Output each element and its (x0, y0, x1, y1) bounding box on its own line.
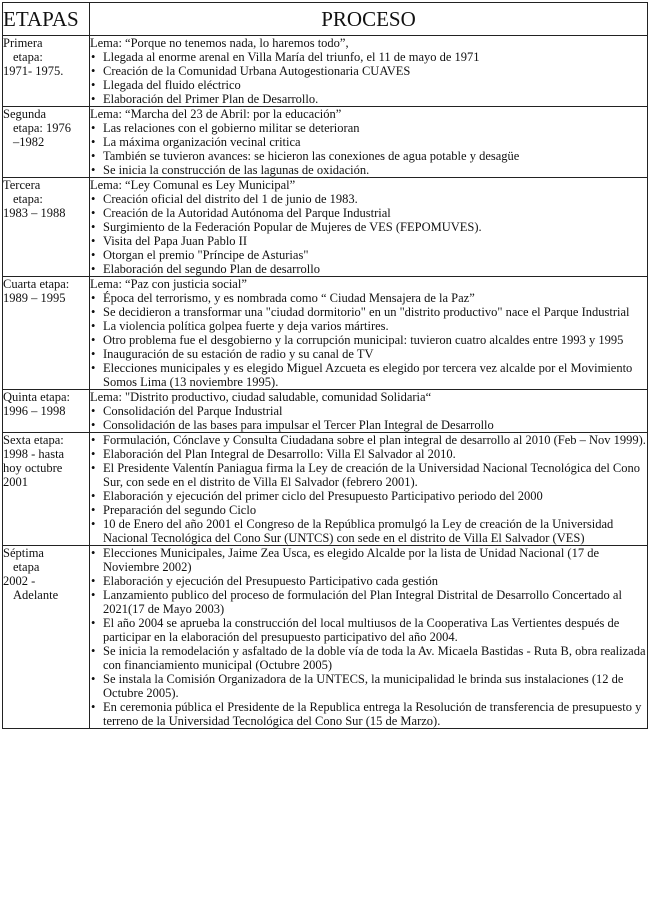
list-item: • También se tuvieron avances: se hicieron las conexiones de agua potable y desagüe (90, 149, 647, 163)
process-cell (90, 390, 648, 433)
stage-cell (3, 36, 90, 107)
list-item: • Elaboración del Plan Integral de Desarrollo: Villa El Salvador al 2010. (90, 447, 647, 461)
stage-label-line: –1982 (13, 135, 45, 149)
list-item: • Formulación, Cónclave y Consulta Ciudadana sobre el plan integral de desarrollo al 2010 (Feb – Nov 1999). (90, 433, 647, 447)
table-row (3, 390, 648, 433)
stage-label-line: Quinta etapa: (3, 390, 70, 404)
list-item: • 10 de Enero del año 2001 el Congreso de la República promulgó la Ley de creación de la Universidad Nacional Tecnológica del Cono Sur (UNTCS) con sede en el distrito de Villa El Salvador (VES) (90, 517, 647, 545)
list-item: • La máxima organización vecinal critica (90, 135, 647, 149)
list-item: • Consolidación del Parque Industrial (90, 404, 647, 418)
list-item: • Creación de la Autoridad Autónoma del Parque Industrial (90, 206, 647, 220)
lema-text: Lema: “Marcha del 23 de Abril: por la educación” (90, 107, 342, 121)
stage-label-line: etapa (13, 560, 40, 574)
stage-cell (3, 107, 90, 178)
stage-label-line: etapa: 1976 (13, 121, 71, 135)
list-item: • El Presidente Valentín Paniagua firma la Ley de creación de la Universidad Nacional Tecnológica del Cono Sur, con sede en el distrito de Villa El Salvador (febrero 2001). (90, 461, 647, 489)
list-item: • Elaboración y ejecución del Presupuesto Participativo cada gestión (90, 574, 647, 588)
list-item: • Elecciones Municipales, Jaime Zea Usca, es elegido Alcalde por la lista de Unidad Nacional (17 de Noviembre 2002) (90, 546, 647, 574)
stage-cell (3, 390, 90, 433)
stage-label-line: 1998 - hasta (3, 447, 65, 461)
list-item: • Se instala la Comisión Organizadora de la UNTECS, la municipalidad le brinda sus instalaciones (12 de Octubre 2005). (90, 672, 647, 700)
list-item: • Surgimiento de la Federación Popular de Mujeres de VES (FEPOMUVES). (90, 220, 647, 234)
stage-label-line: hoy octubre (3, 461, 63, 475)
list-item: • Consolidación de las bases para impulsar el Tercer Plan Integral de Desarrollo (90, 418, 647, 432)
table-row (3, 277, 648, 390)
list-item: • Otorgan el premio "Príncipe de Asturias" (90, 248, 647, 262)
process-cell (90, 107, 648, 178)
lema-text: Lema: “Ley Comunal es Ley Municipal” (90, 178, 296, 192)
stage-cell (3, 433, 90, 546)
process-cell (90, 546, 648, 729)
list-item: • El año 2004 se aprueba la construcción del local multiusos de la Cooperativa Las Vertientes después de participar en la elaboración del presupuesto participativo del año 2004. (90, 616, 647, 644)
stage-label-line: etapa: (13, 50, 43, 64)
stage-label-line: Primera (3, 36, 43, 50)
stage-label-line: etapa: (13, 192, 43, 206)
table-row (3, 433, 648, 546)
stages-table (2, 2, 648, 729)
stage-cell (3, 277, 90, 390)
process-list (90, 546, 647, 728)
list-item: • Las relaciones con el gobierno militar se deterioran (90, 121, 647, 135)
stage-label-line: 2002 - (3, 574, 36, 588)
lema-text: Lema: “Porque no tenemos nada, lo haremos todo”, (90, 36, 349, 50)
stage-label-line: 1983 – 1988 (3, 206, 66, 220)
process-list (90, 121, 647, 177)
list-item: • Otro problema fue el desgobierno y la corrupción municipal: tuvieron cuatro alcaldes entre 1993 y 1995 (90, 333, 647, 347)
list-item: • Creación oficial del distrito del 1 de junio de 1983. (90, 192, 647, 206)
list-item: • Se inicia la remodelación y asfaltado de la doble vía de toda la Av. Micaela Bastidas - Ruta B, obra realizada con financiamiento municipal (Octubre 2005) (90, 644, 647, 672)
list-item: • Creación de la Comunidad Urbana Autogestionaria CUAVES (90, 64, 647, 78)
process-list (90, 433, 647, 545)
list-item: • Época del terrorismo, y es nombrada como “ Ciudad Mensajera de la Paz” (90, 291, 647, 305)
table-header-row (3, 3, 648, 36)
list-item: • La violencia política golpea fuerte y deja varios mártires. (90, 319, 647, 333)
process-list (90, 50, 647, 106)
stage-label-line: Séptima (3, 546, 44, 560)
process-list (90, 291, 647, 389)
list-item: • Lanzamiento publico del proceso de formulación del Plan Integral Distrital de Desarrollo Concertado al 2021(17 de Mayo 2003) (90, 588, 647, 616)
list-item: • Elaboración del Primer Plan de Desarrollo. (90, 92, 647, 106)
stage-label-line: 1989 – 1995 (3, 291, 66, 305)
list-item: • Preparación del segundo Ciclo (90, 503, 647, 517)
header-etapas: ETAPAS (3, 3, 90, 36)
stage-label-line: Cuarta etapa: (3, 277, 70, 291)
table-body (3, 36, 648, 729)
stage-label-line: Tercera (3, 178, 41, 192)
table-row (3, 36, 648, 107)
list-item: • Visita del Papa Juan Pablo II (90, 234, 647, 248)
lema-text: Lema: "Distrito productivo, ciudad saludable, comunidad Solidaria“ (90, 390, 432, 404)
stage-label-line: Sexta etapa: (3, 433, 64, 447)
list-item: • Inauguración de su estación de radio y su canal de TV (90, 347, 647, 361)
list-item: • Elecciones municipales y es elegido Miguel Azcueta es elegido por tercera vez alcalde por el Movimiento Somos Lima (13 noviembre 1995). (90, 361, 647, 389)
stage-label-line: 1971- 1975. (3, 64, 64, 78)
list-item: • Llegada al enorme arenal en Villa María del triunfo, el 11 de mayo de 1971 (90, 50, 647, 64)
list-item: • En ceremonia pública el Presidente de la Republica entrega la Resolución de transferencia de presupuesto y terreno de la Universidad Tecnológica del Cono Sur (15 de Marzo). (90, 700, 647, 728)
process-cell (90, 178, 648, 277)
process-cell (90, 433, 648, 546)
stage-label-line: Adelante (13, 588, 59, 602)
header-proceso: PROCESO (90, 3, 648, 36)
list-item: • Elaboración del segundo Plan de desarrollo (90, 262, 647, 276)
lema-text: Lema: “Paz con justicia social” (90, 277, 247, 291)
list-item: • Se inicia la construcción de las lagunas de oxidación. (90, 163, 647, 177)
list-item: • Elaboración y ejecución del primer ciclo del Presupuesto Participativo periodo del 2000 (90, 489, 647, 503)
stage-cell (3, 178, 90, 277)
stage-label-line: 1996 – 1998 (3, 404, 66, 418)
table-row (3, 178, 648, 277)
table-row (3, 546, 648, 729)
stage-label-line: Segunda (3, 107, 47, 121)
process-cell (90, 277, 648, 390)
process-list (90, 404, 647, 432)
stage-label-line: 2001 (3, 475, 28, 489)
stage-cell (3, 546, 90, 729)
list-item: • Se decidieron a transformar una "ciudad dormitorio" en un "distrito productivo" nace el Parque Industrial (90, 305, 647, 319)
table-row (3, 107, 648, 178)
process-list (90, 192, 647, 276)
list-item: • Llegada del fluido eléctrico (90, 78, 647, 92)
process-cell (90, 36, 648, 107)
